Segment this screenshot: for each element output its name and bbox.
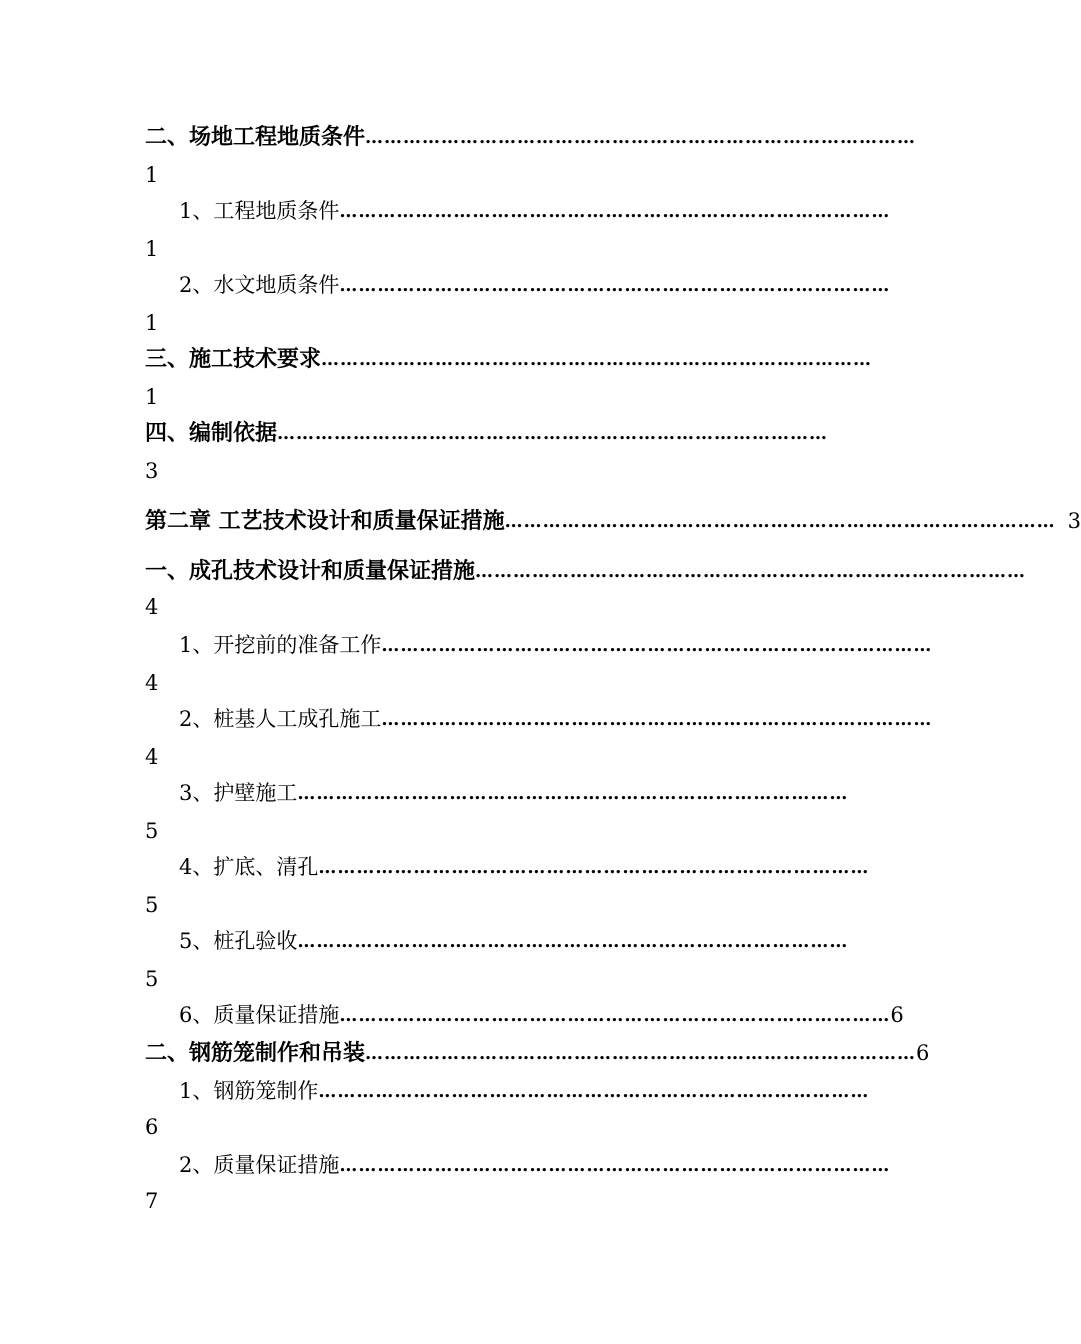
toc-page-number: 1 [145,385,159,409]
toc-entry-title: 6、质量保证措施 [179,1003,340,1027]
dot-leader: …………………………………………………………………………… [504,511,1056,532]
toc-entry-title: 1、工程地质条件 [179,199,340,223]
toc-page-number: 5 [145,819,159,843]
dot-leader: …………………………………………………………………………… [297,931,849,952]
toc-entry[interactable] [179,626,933,660]
toc-entry-title: 1、钢筋笼制作 [179,1079,319,1103]
toc-page-number: 1 [145,311,159,335]
toc-entry-title: 一、成孔技术设计和质量保证措施 [145,558,476,584]
toc-page-number: 1 [145,163,159,187]
toc-entry-title: 3、护壁施工 [179,781,298,805]
toc-entry[interactable] [179,1072,870,1106]
toc-entry[interactable] [179,192,891,226]
toc-entry[interactable] [179,848,870,882]
toc-page-number: 1 [145,237,159,261]
toc-entry-title: 四、编制依据 [145,420,278,446]
dot-leader: …………………………………………………………………………… [339,201,891,222]
toc-entry[interactable] [179,266,891,300]
toc-entry-title: 2、质量保证措施 [179,1153,340,1177]
dot-leader: …………………………………………………………………………… [339,275,891,296]
toc-page-number: 4 [145,595,159,619]
dot-leader: …………………………………………………………………………… [277,423,829,444]
toc-entry-title: 三、施工技术要求 [145,346,322,372]
toc-page-number: 6 [145,1115,159,1139]
toc-page-number: 3 [145,459,159,483]
toc-page-number: 5 [145,967,159,991]
toc-entry[interactable] [179,700,933,734]
toc-entry[interactable] [145,414,845,448]
toc-chapter-entry[interactable] [145,502,1081,536]
dot-leader: …………………………………………………………………………… [339,1155,891,1176]
toc-page-number: 4 [145,671,159,695]
toc-entry-title: 2、桩基人工成孔施工 [179,707,382,731]
toc-page-number: 7 [145,1189,159,1213]
toc-entry[interactable] [145,118,917,152]
toc-entry[interactable] [145,552,1027,586]
dot-leader: …………………………………………………………………………… [318,1081,870,1102]
dot-leader: …………………………………………………………………………… [339,1005,891,1026]
dot-leader: …………………………………………………………………………… [381,635,933,656]
toc-entry-title: 二、钢筋笼制作和吊装 [145,1040,366,1066]
dot-leader: …………………………………………………………………………… [475,561,1027,582]
toc-page-number: 3 [1067,509,1081,533]
dot-leader: …………………………………………………………………………… [381,709,933,730]
toc-entry[interactable] [145,1034,930,1068]
toc-entry-title: 2、水文地质条件 [179,273,340,297]
dot-leader: …………………………………………………………………………… [297,783,849,804]
dot-leader: …………………………………………………………………………… [365,127,917,148]
toc-page-number: 6 [916,1041,930,1065]
toc-entry-title: 二、场地工程地质条件 [145,124,366,150]
toc-entry[interactable] [179,996,904,1030]
toc-page-number: 6 [890,1003,904,1027]
toc-entry[interactable] [179,922,849,956]
toc-entry-title: 1、开挖前的准备工作 [179,633,382,657]
toc-entry[interactable] [179,774,849,808]
toc-entry[interactable] [145,340,873,374]
dot-leader: …………………………………………………………………………… [365,1043,917,1064]
toc-page-number: 5 [145,893,159,917]
dot-leader: …………………………………………………………………………… [321,349,873,370]
toc-entry[interactable] [179,1146,891,1180]
toc-entry-title: 4、扩底、清孔 [179,855,319,879]
toc-entry-title: 第二章 工艺技术设计和质量保证措施 [145,508,505,534]
toc-entry-title: 5、桩孔验收 [179,929,298,953]
dot-leader: …………………………………………………………………………… [318,857,870,878]
toc-page-number: 4 [145,745,159,769]
